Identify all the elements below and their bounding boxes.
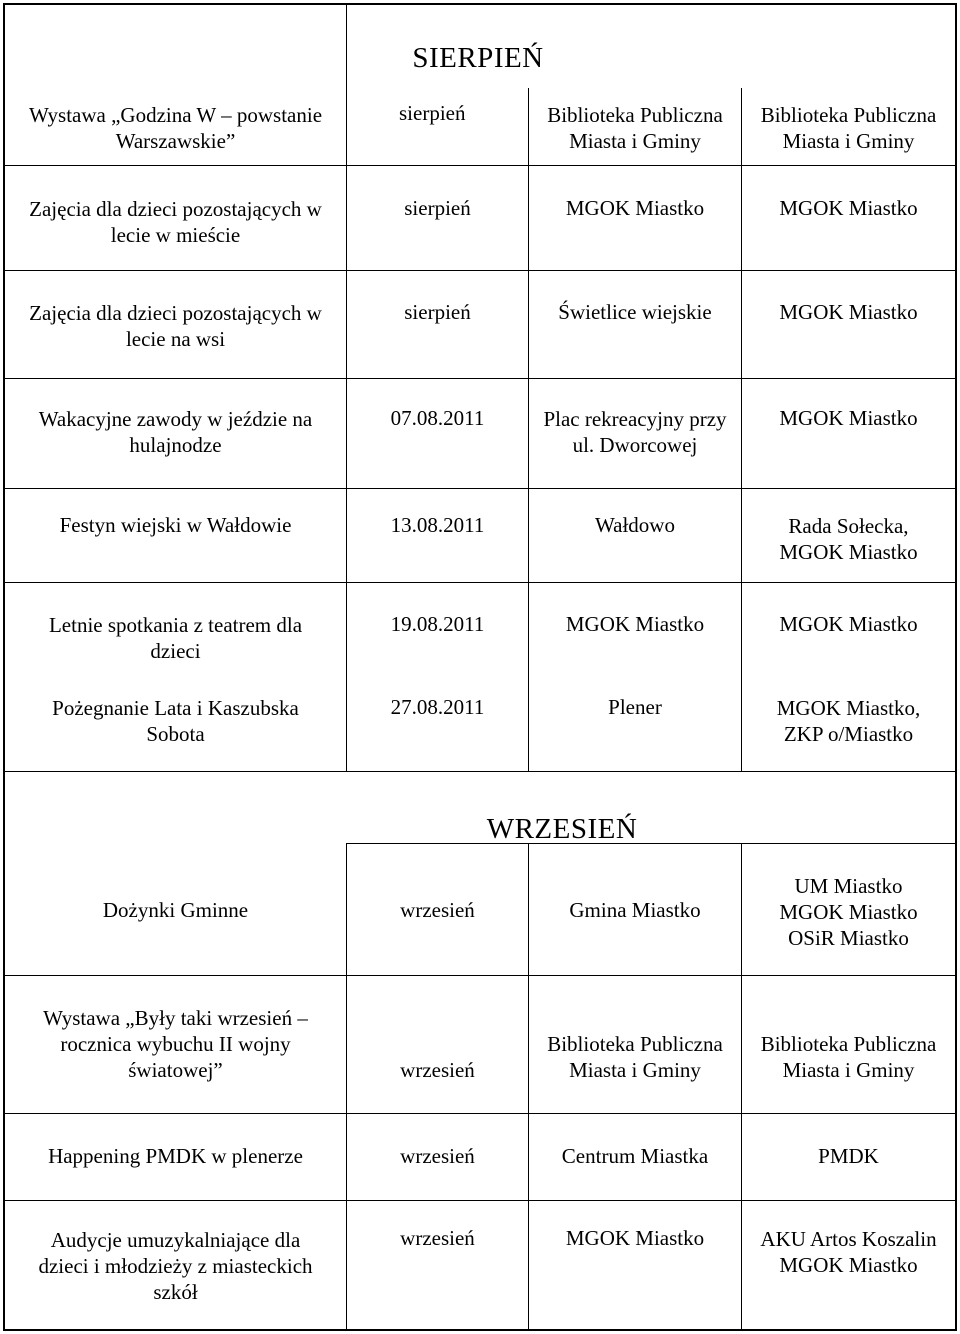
row-divider: [3, 270, 957, 271]
event-organizer: UM Miastko MGOK Miastko OSiR Miastko: [779, 874, 918, 950]
event-organizer: Rada Sołecka, MGOK Miastko: [779, 514, 918, 564]
row-divider: [3, 1113, 957, 1114]
event-name: Festyn wiejski w Wałdowie: [59, 513, 292, 537]
section-heading-september: WRZESIEŃ: [486, 813, 638, 845]
section-heading-august: SIERPIEŃ: [412, 42, 544, 74]
event-name: Pożegnanie Lata i Kaszubska Sobota: [52, 696, 299, 746]
row-divider: [3, 1200, 957, 1201]
event-organizer: MGOK Miastko: [779, 406, 918, 430]
event-place: Biblioteka Publiczna Miasta i Gminy: [547, 103, 723, 153]
row-divider: [3, 165, 957, 166]
row-divider: [3, 488, 957, 489]
event-date: sierpień: [399, 101, 466, 125]
event-date: sierpień: [404, 196, 471, 220]
event-date: 19.08.2011: [390, 612, 485, 636]
event-organizer: MGOK Miastko, ZKP o/Miastko: [776, 696, 921, 746]
event-place: Plener: [608, 695, 662, 719]
event-organizer: MGOK Miastko: [779, 300, 918, 324]
event-name: Wystawa „Godzina W – powstanie Warszawskie”: [28, 103, 323, 153]
event-name: Audycje umuzykalniające dla dzieci i młodzieży z miasteckich szkół: [38, 1228, 313, 1304]
event-name: Zajęcia dla dzieci pozostających w lecie na wsi: [29, 301, 322, 351]
table-border-bottom: [3, 1329, 957, 1331]
event-organizer: PMDK: [818, 1144, 879, 1168]
row-divider: [3, 582, 957, 583]
event-date: wrzesień: [400, 898, 475, 922]
event-name: Dożynki Gminne: [102, 898, 249, 922]
event-place: MGOK Miastko: [565, 1226, 705, 1250]
event-date: wrzesień: [400, 1144, 475, 1168]
event-date: 13.08.2011: [390, 513, 485, 537]
event-place: Wałdowo: [595, 513, 675, 537]
event-organizer: MGOK Miastko: [779, 612, 918, 636]
event-name: Wystawa „Były taki wrzesień – rocznica wybuchu II wojny światowej”: [43, 1006, 308, 1082]
event-place: Centrum Miastka: [561, 1144, 709, 1168]
event-organizer: Biblioteka Publiczna Miasta i Gminy: [760, 1032, 937, 1082]
event-place: Gmina Miastko: [569, 898, 701, 922]
event-name: Letnie spotkania z teatrem dla dzieci: [48, 613, 303, 663]
row-divider: [3, 771, 957, 772]
table-border-right: [955, 3, 957, 1331]
event-organizer: AKU Artos Koszalin MGOK Miastko: [760, 1227, 937, 1277]
event-date: wrzesień: [400, 1226, 475, 1250]
event-name: Zajęcia dla dzieci pozostających w lecie w mieście: [29, 197, 322, 247]
event-name: Wakacyjne zawody w jeździe na hulajnodze: [38, 407, 313, 457]
event-organizer: MGOK Miastko: [779, 196, 918, 220]
event-date: 07.08.2011: [390, 406, 485, 430]
event-date: 27.08.2011: [390, 695, 485, 719]
event-place: MGOK Miastko: [565, 196, 705, 220]
event-place: Świetlice wiejskie: [558, 300, 712, 324]
event-place: Biblioteka Publiczna Miasta i Gminy: [547, 1032, 723, 1082]
table-border-top: [3, 3, 957, 5]
event-name: Happening PMDK w plenerze: [48, 1144, 303, 1168]
event-organizer: Biblioteka Publiczna Miasta i Gminy: [760, 103, 937, 153]
row-divider: [3, 975, 957, 976]
event-date: sierpień: [404, 300, 471, 324]
event-place: Plac rekreacyjny przy ul. Dworcowej: [543, 407, 727, 457]
event-date: wrzesień: [400, 1058, 475, 1082]
event-place: MGOK Miastko: [565, 612, 705, 636]
row-divider: [3, 378, 957, 379]
